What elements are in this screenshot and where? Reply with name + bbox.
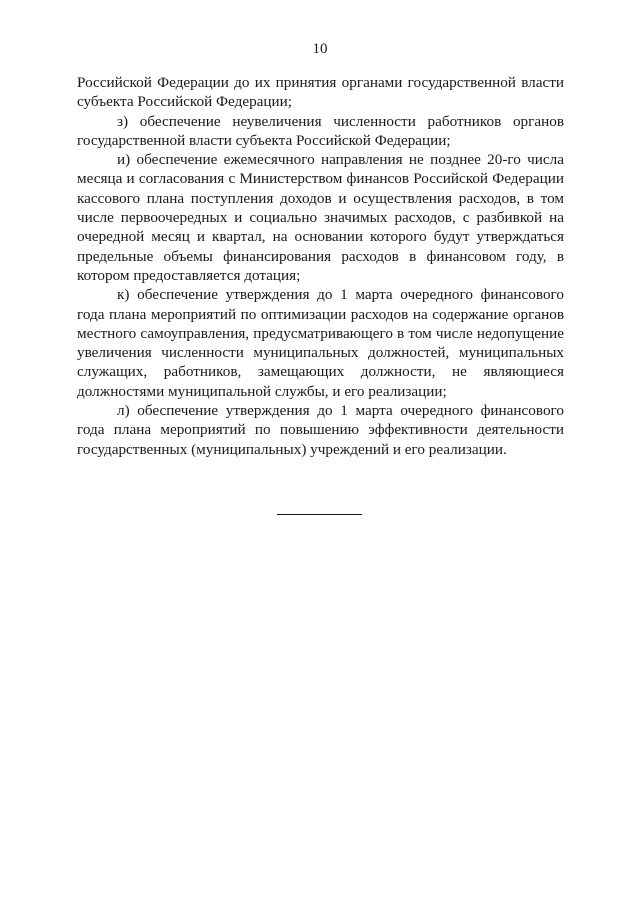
closing-divider bbox=[277, 514, 362, 515]
page-number: 10 bbox=[312, 41, 328, 57]
document-body bbox=[77, 73, 564, 459]
paragraph-item-i: и) обеспечение ежемесячного направления не позднее 20-го числа месяца и согласования с Министерством финансов Российской Федерации кассового плана поступления доходов и осуществления расходов, в том числе первоочередных и социально значимых расходов, с разбивкой на очередной месяц и квартал, на основании которого будут утверждаться предельные объемы финансирования расходов в финансовом году, в котором предоставляется дотация; bbox=[77, 151, 564, 284]
paragraph-continuation: Российской Федерации до их принятия органами государственной власти субъекта Российской Федерации; bbox=[77, 74, 564, 111]
paragraph-item-z: з) обеспечение неувеличения численности работников органов государственной власти субъекта Российской Федерации; bbox=[77, 112, 564, 149]
paragraph-item-k: к) обеспечение утверждения до 1 марта очередного финансового года плана мероприятий по оптимизации расходов на содержание органов местного самоуправления, предусматривающего в том числе недопущение увеличения численности муниципальных должностей, муниципальных служащих, работников, замещающих должности, не являющиеся должностями муниципальной службы, и его реализации; bbox=[77, 286, 564, 400]
paragraph-item-l: л) обеспечение утверждения до 1 марта очередного финансового года плана мероприятий по повышению эффективности деятельности государственных (муниципальных) учреждений и его реализации. bbox=[77, 402, 564, 458]
